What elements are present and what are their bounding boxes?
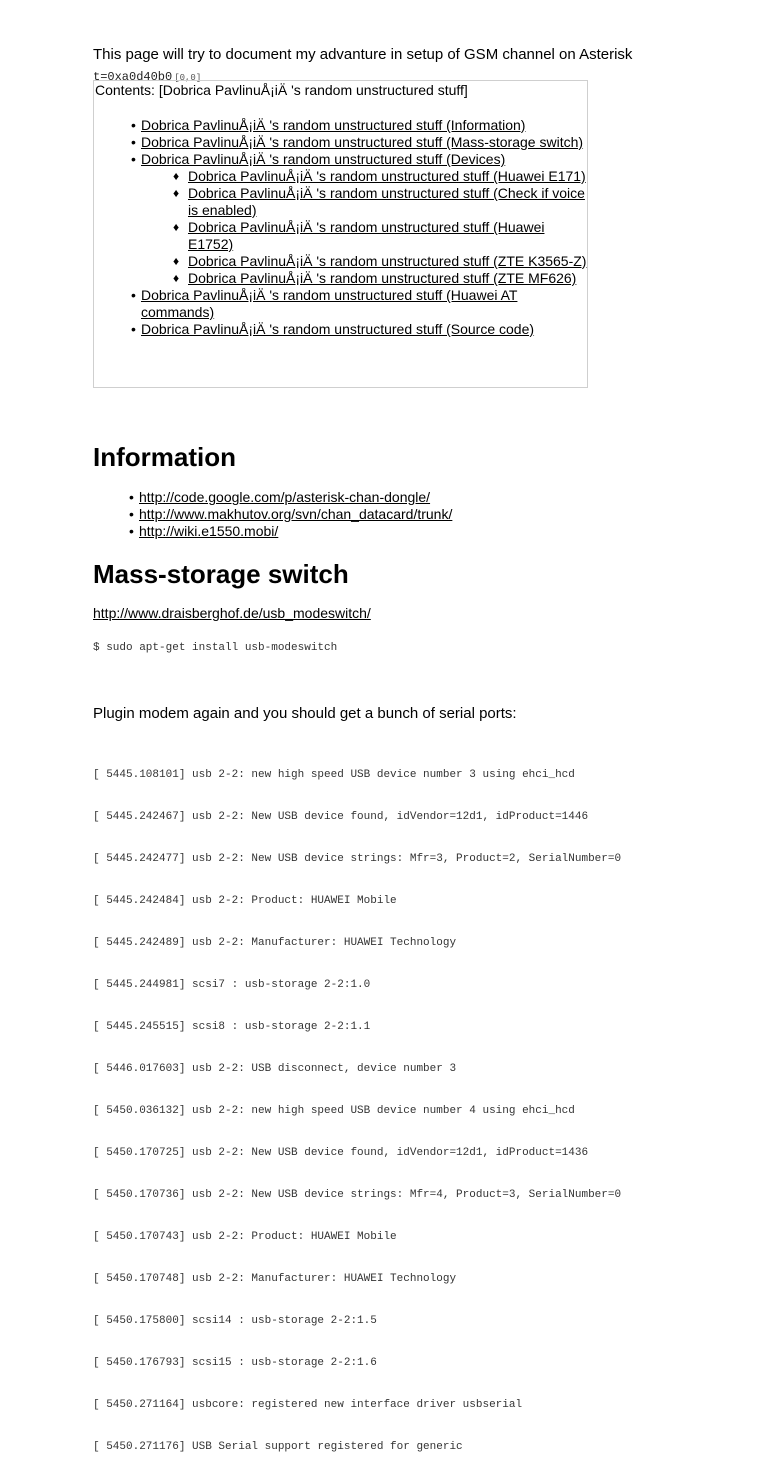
toc-subitem [141, 219, 587, 253]
information-heading: Information [93, 442, 236, 472]
toc-link-huawei-e1752[interactable]: Dobrica PavlinuÅ¡iÄ 's random unstructured stuff (Huawei E1752) [188, 219, 545, 252]
toc-item [95, 321, 587, 338]
toc-link-zte-mf626[interactable]: Dobrica PavlinuÅ¡iÄ 's random unstructured stuff (ZTE MF626) [188, 270, 577, 286]
toc-sublist [141, 168, 587, 287]
toc-link-huawei-at[interactable]: Dobrica PavlinuÅ¡iÄ 's random unstructured stuff (Huawei AT commands) [141, 287, 518, 320]
toc-link-source-code[interactable]: Dobrica PavlinuÅ¡iÄ 's random unstructured stuff (Source code) [141, 321, 535, 337]
toc-item [95, 151, 587, 287]
modeswitch-paragraph [93, 605, 371, 622]
toc-link-devices[interactable]: Dobrica PavlinuÅ¡iÄ 's random unstructured stuff (Devices) [141, 151, 506, 167]
toc-link-zte-k3565[interactable]: Dobrica PavlinuÅ¡iÄ 's random unstructured stuff (ZTE K3565-Z) [188, 253, 587, 269]
log-line: [ 5450.170725] usb 2-2: New USB device found, idVendor=12d1, idProduct=1436 [93, 1147, 589, 1159]
log-line: [ 5450.170736] usb 2-2: New USB device strings: Mfr=4, Product=3, SerialNumber=0 [93, 1189, 622, 1201]
log-line: [ 5445.108101] usb 2-2: new high speed USB device number 3 using ehci_hcd [93, 769, 575, 781]
toc-link-check-voice[interactable]: Dobrica PavlinuÅ¡iÄ 's random unstructured stuff (Check if voice is enabled) [188, 185, 585, 218]
log-line: [ 5445.242477] usb 2-2: New USB device strings: Mfr=3, Product=2, SerialNumber=0 [93, 853, 622, 865]
table-of-contents [93, 80, 588, 388]
information-link-item [93, 506, 452, 523]
information-link-item [93, 489, 452, 506]
log-line: [ 5450.170743] usb 2-2: Product: HUAWEI Mobile [93, 1231, 397, 1243]
log-line: [ 5445.242467] usb 2-2: New USB device found, idVendor=12d1, idProduct=1446 [93, 811, 589, 823]
log-line: [ 5450.271176] USB Serial support registered for generic [93, 1441, 463, 1453]
toc-item [95, 287, 587, 321]
debug-overlay-text: t=0xa0d40b0 [93, 70, 173, 84]
log-line: [ 5450.271164] usbcore: registered new interface driver usbserial [93, 1399, 523, 1411]
toc-title: Contents: [Dobrica PavlinuÅ¡iÄ 's random unstructured stuff] [95, 82, 468, 98]
link-usb-modeswitch[interactable]: http://www.draisberghof.de/usb_modeswitch/ [93, 605, 371, 621]
install-command: $ sudo apt-get install usb-modeswitch [93, 642, 338, 654]
toc-subitem [141, 270, 587, 287]
toc-subitem [141, 253, 587, 270]
log-line: [ 5450.036132] usb 2-2: new high speed USB device number 4 using ehci_hcd [93, 1105, 575, 1117]
log-line: [ 5450.170748] usb 2-2: Manufacturer: HUAWEI Technology [93, 1273, 457, 1285]
log-line: [ 5445.245515] scsi8 : usb-storage 2-2:1.1 [93, 1021, 371, 1033]
mass-storage-heading: Mass-storage switch [93, 559, 349, 589]
information-link-item [93, 523, 452, 540]
toc-item [95, 134, 587, 151]
toc-subitem [141, 185, 587, 219]
toc-list [95, 117, 587, 338]
log-line: [ 5445.244981] scsi7 : usb-storage 2-2:1.0 [93, 979, 371, 991]
log-line: [ 5446.017603] usb 2-2: USB disconnect, device number 3 [93, 1063, 457, 1075]
intro-text: This page will try to document my advanture in setup of GSM channel on Asterisk [93, 46, 633, 63]
toc-link-huawei-e171[interactable]: Dobrica PavlinuÅ¡iÄ 's random unstructured stuff (Huawei E171) [188, 168, 586, 184]
log-line: [ 5445.242484] usb 2-2: Product: HUAWEI Mobile [93, 895, 397, 907]
debug-overlay-coords: [0,0] [174, 73, 202, 83]
link-chan-datacard[interactable]: http://www.makhutov.org/svn/chan_datacard/trunk/ [139, 506, 453, 522]
link-wiki-e1550[interactable]: http://wiki.e1550.mobi/ [139, 523, 279, 539]
log-line: [ 5445.242489] usb 2-2: Manufacturer: HUAWEI Technology [93, 937, 457, 949]
toc-link-mass-storage[interactable]: Dobrica PavlinuÅ¡iÄ 's random unstructured stuff (Mass-storage switch) [141, 134, 584, 150]
log-line: [ 5450.176793] scsi15 : usb-storage 2-2:1.6 [93, 1357, 377, 1369]
plugin-paragraph: Plugin modem again and you should get a bunch of serial ports: [93, 705, 517, 722]
link-asterisk-chan-dongle[interactable]: http://code.google.com/p/asterisk-chan-dongle/ [139, 489, 431, 505]
log-line: [ 5450.175800] scsi14 : usb-storage 2-2:1.5 [93, 1315, 377, 1327]
kernel-log [93, 740, 621, 1468]
information-links [93, 489, 452, 540]
toc-link-information[interactable]: Dobrica PavlinuÅ¡iÄ 's random unstructured stuff (Information) [141, 117, 526, 133]
toc-item [95, 117, 587, 134]
toc-subitem [141, 168, 587, 185]
